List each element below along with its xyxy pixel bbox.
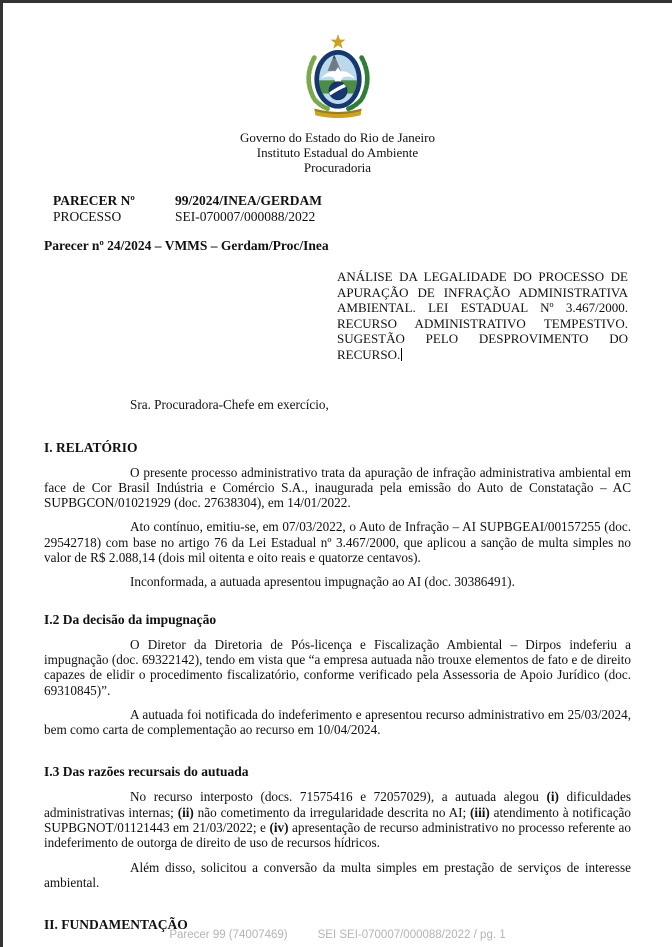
paragraph-p2: Ato contínuo, emitiu-se, em 07/03/2022, o Auto de Infração – AI SUPBGEAI/00157255 (doc. 29542718) com base no artigo 76 da Lei Estadual nº 3.467/2000, que aplicou a sanção de multa simples no valor de R$ 2.088,14 (dois mil oitenta e oito reais e quatorze centavos). (44, 519, 631, 566)
p6-text-3: não cometimento da irregularidade descrita no AI; (193, 804, 471, 820)
ementa-text: ANÁLISE DA LEGALIDADE DO PROCESSO DE APURAÇÃO DE INFRAÇÃO ADMINISTRATIVA AMBIENTAL. LEI ESTADUAL Nº 3.467/2000. RECURSO ADMINISTRATIVO TEMPESTIVO. SUGESTÃO PELO DESPROVIMENTO DO RECURSO. (337, 269, 628, 362)
processo-label: PROCESSO (53, 209, 122, 224)
paragraph-p3: Inconformada, a autuada apresentou impugnação ao AI (doc. 30386491). (130, 574, 515, 590)
p6-item-iii: (iii) (470, 804, 490, 820)
section-title-i3: I.3 Das razões recursais do autuada (44, 764, 249, 780)
p6-item-ii: (ii) (177, 804, 194, 820)
ementa-block (337, 269, 628, 363)
footer-document-id: Parecer 99 (74007469) (169, 929, 288, 941)
org-line-governo: Governo do Estado do Rio de Janeiro (240, 130, 435, 145)
p6-text-1: No recurso interposto (docs. 71575416 e 72057029), a autuada alegou (130, 789, 547, 805)
p6-item-iv: (iv) (269, 820, 289, 836)
org-line-instituto: Instituto Estadual do Ambiente (256, 145, 419, 160)
text-cursor (401, 348, 402, 361)
paragraph-p5: A autuada foi notificada do indeferimento e apresentou recurso administrativo em 25/03/2024, bem como carta de complementação ao recurso em 10/04/2024. (44, 706, 631, 738)
paragraph-p7: Além disso, solicitou a conversão da multa simples em prestação de serviços de interesse ambiental. (44, 859, 631, 890)
salutation: Sra. Procuradora-Chefe em exercício, (130, 396, 329, 412)
p6-text-5: apresentação de recurso administrativo no processo referente ao indeferimento de outorga de direito de uso de recursos hídricos. (44, 820, 631, 851)
paragraph-p4: O Diretor da Diretoria de Pós-licença e Fiscalização Ambiental – Dirpos indeferiu a impugnação (doc. 69322142), tendo em vista que “a empresa autuada não trouxe elementos de fato e de direito capazes de elidir o procedimento fiscalizatório, conforme verificado pela Assessoria de Apoio Jurídico (doc. 69310845)”. (44, 636, 631, 698)
document-content[interactable] (3, 33, 672, 933)
section-title-relatorio: I. RELATÓRIO (44, 439, 138, 455)
p6-text-2: dificuldades administrativas internas; (44, 789, 631, 820)
p6-text-4: atendimento à notificação SUPBGNOT/01121443 em 21/03/2022; e (44, 804, 631, 836)
page-footer (3, 929, 672, 941)
paragraph-p6 (44, 789, 631, 850)
document-reference: Parecer nº 24/2024 – VMMS – Gerdam/Proc/Inea (44, 238, 329, 253)
p6-item-i: (i) (546, 789, 559, 805)
footer-process-page: SEI SEI-070007/000088/2022 / pg. 1 (317, 929, 506, 941)
parecer-number-label: PARECER Nº (53, 193, 135, 208)
paragraph-p1: O presente processo administrativo trata da apuração de infração administrativa ambiental em face de Cor Brasil Indústria e Comércio S.A., inaugurada pela emissão do Auto de Constatação – AC SUPBGCON/01021929 (doc. 27638304), em 14/01/2022. (44, 464, 631, 511)
section-title-fundamentacao: II. FUNDAMENTAÇÃO (44, 917, 188, 933)
processo-value: SEI-070007/000088/2022 (175, 209, 316, 224)
section-title-i2: I.2 Da decisão da impugnação (44, 611, 217, 627)
parecer-number-value: 99/2024/INEA/GERDAM (175, 193, 323, 208)
org-line-procuradoria: Procuradoria (303, 160, 372, 175)
rio-coat-of-arms-icon (286, 33, 390, 126)
